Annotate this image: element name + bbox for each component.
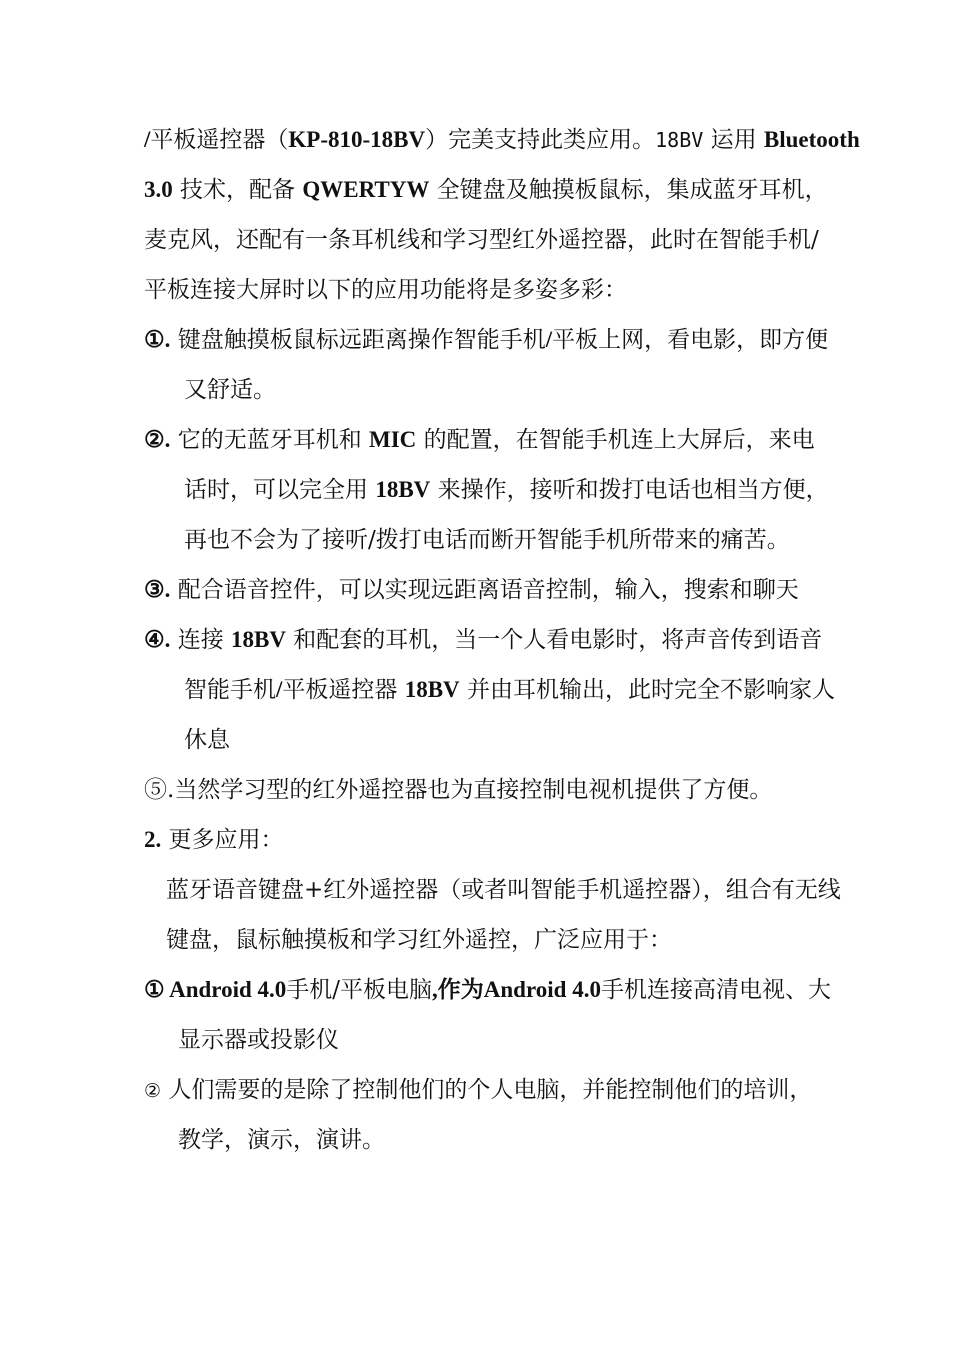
section-number: 2. [144, 827, 162, 852]
android-version: Android 4.0 [164, 977, 287, 1002]
text: 运用 [703, 127, 764, 153]
mic-term: MIC [369, 427, 417, 452]
text: 的配置，在智能手机连上大屏后，来电 [416, 427, 815, 453]
model-short: 18BV [231, 627, 286, 652]
text: ）完美支持此类应用。 [425, 127, 656, 153]
item-number: ①. [144, 327, 171, 352]
section-title: 更多应用： [161, 827, 284, 853]
text: 平板遥控器（ [150, 127, 289, 153]
list-item-4-cont-1 [184, 675, 835, 705]
list-item-1 [144, 325, 828, 355]
text: 话时，可以完全用 [184, 477, 376, 503]
item-number: ③. [144, 577, 171, 602]
item-number: ② [144, 1080, 162, 1102]
slash: / [144, 127, 151, 152]
text: 平板上网，看电影，即方便 [552, 327, 829, 353]
intro-line-2 [144, 175, 828, 205]
version: 3.0 [144, 177, 173, 202]
intro-line-4: 平板连接大屏时以下的应用功能将是多姿多彩： [144, 277, 627, 303]
application-item-1 [144, 975, 831, 1005]
model-short: 18BV [404, 677, 460, 702]
keyboard-term: QWERTYW [302, 177, 430, 202]
slash: / [545, 327, 553, 352]
text: 全键盘及触摸板鼠标，集成蓝牙耳机， [429, 177, 828, 203]
section-paragraph-line-2: 键盘，鼠标触摸板和学习红外遥控，广泛应用于： [166, 927, 672, 953]
text: 人们需要的是除了控制他们的个人电脑，并能控制他们的培训， [161, 1077, 813, 1103]
application-item-2-cont: 教学，演示，演讲。 [178, 1127, 385, 1153]
list-item-2-cont-1 [184, 475, 829, 505]
text: 智能手机 [184, 677, 276, 703]
bluetooth-term: Bluetooth [763, 127, 860, 152]
text: 连接 [177, 627, 231, 653]
list-item-4-cont-2: 休息 [184, 727, 230, 753]
model-short: 18BV [655, 128, 704, 152]
text: 技术，配备 [172, 177, 303, 203]
model-number: KP-810-18BV [288, 127, 426, 152]
list-item-1-cont: 又舒适。 [184, 377, 276, 403]
text: 手机/平板电脑 [286, 977, 433, 1003]
application-item-1-cont: 显示器或投影仪 [178, 1027, 339, 1053]
slash: / [276, 677, 283, 702]
section-paragraph-line-1: 蓝牙语音键盘+红外遥控器（或者叫智能手机遥控器），组合有无线 [166, 877, 841, 903]
text: 和配套的耳机，当一个人看电影时，将声音传到语音 [285, 627, 823, 653]
text: 配合语音控件，可以实现远距离语音控制，输入，搜索和聊天 [177, 577, 799, 603]
item-number: ②. [144, 427, 171, 452]
item-number: ① [144, 977, 165, 1002]
list-item-2-cont-2: 再也不会为了接听/拨打电话而断开智能手机所带来的痛苦。 [184, 527, 790, 553]
item-number: ⑤. [144, 777, 175, 803]
text: 它的无蓝牙耳机和 [177, 427, 369, 453]
section-heading [144, 825, 284, 855]
list-item-3 [144, 575, 799, 605]
intro-line-1 [144, 125, 860, 155]
application-item-2 [144, 1075, 812, 1105]
text: 来操作，接听和拨打电话也相当方便， [430, 477, 829, 503]
list-item-5 [144, 775, 772, 805]
text: 手机连接高清电视、大 [600, 977, 831, 1003]
text: 键盘触摸板鼠标远距离操作智能手机 [177, 327, 546, 353]
text: 平板遥控器 [282, 677, 405, 703]
model-short: 18BV [375, 477, 431, 502]
text: 并由耳机输出，此时完全不影响家人 [459, 677, 835, 703]
list-item-4 [144, 625, 822, 655]
text: ,作为 [432, 977, 484, 1002]
android-version: Android 4.0 [483, 977, 601, 1002]
text: 当然学习型的红外遥控器也为直接控制电视机提供了方便。 [174, 777, 773, 803]
list-item-2 [144, 425, 815, 455]
item-number: ④. [144, 627, 171, 652]
intro-line-3: 麦克风，还配有一条耳机线和学习型红外遥控器，此时在智能手机/ [144, 227, 819, 253]
